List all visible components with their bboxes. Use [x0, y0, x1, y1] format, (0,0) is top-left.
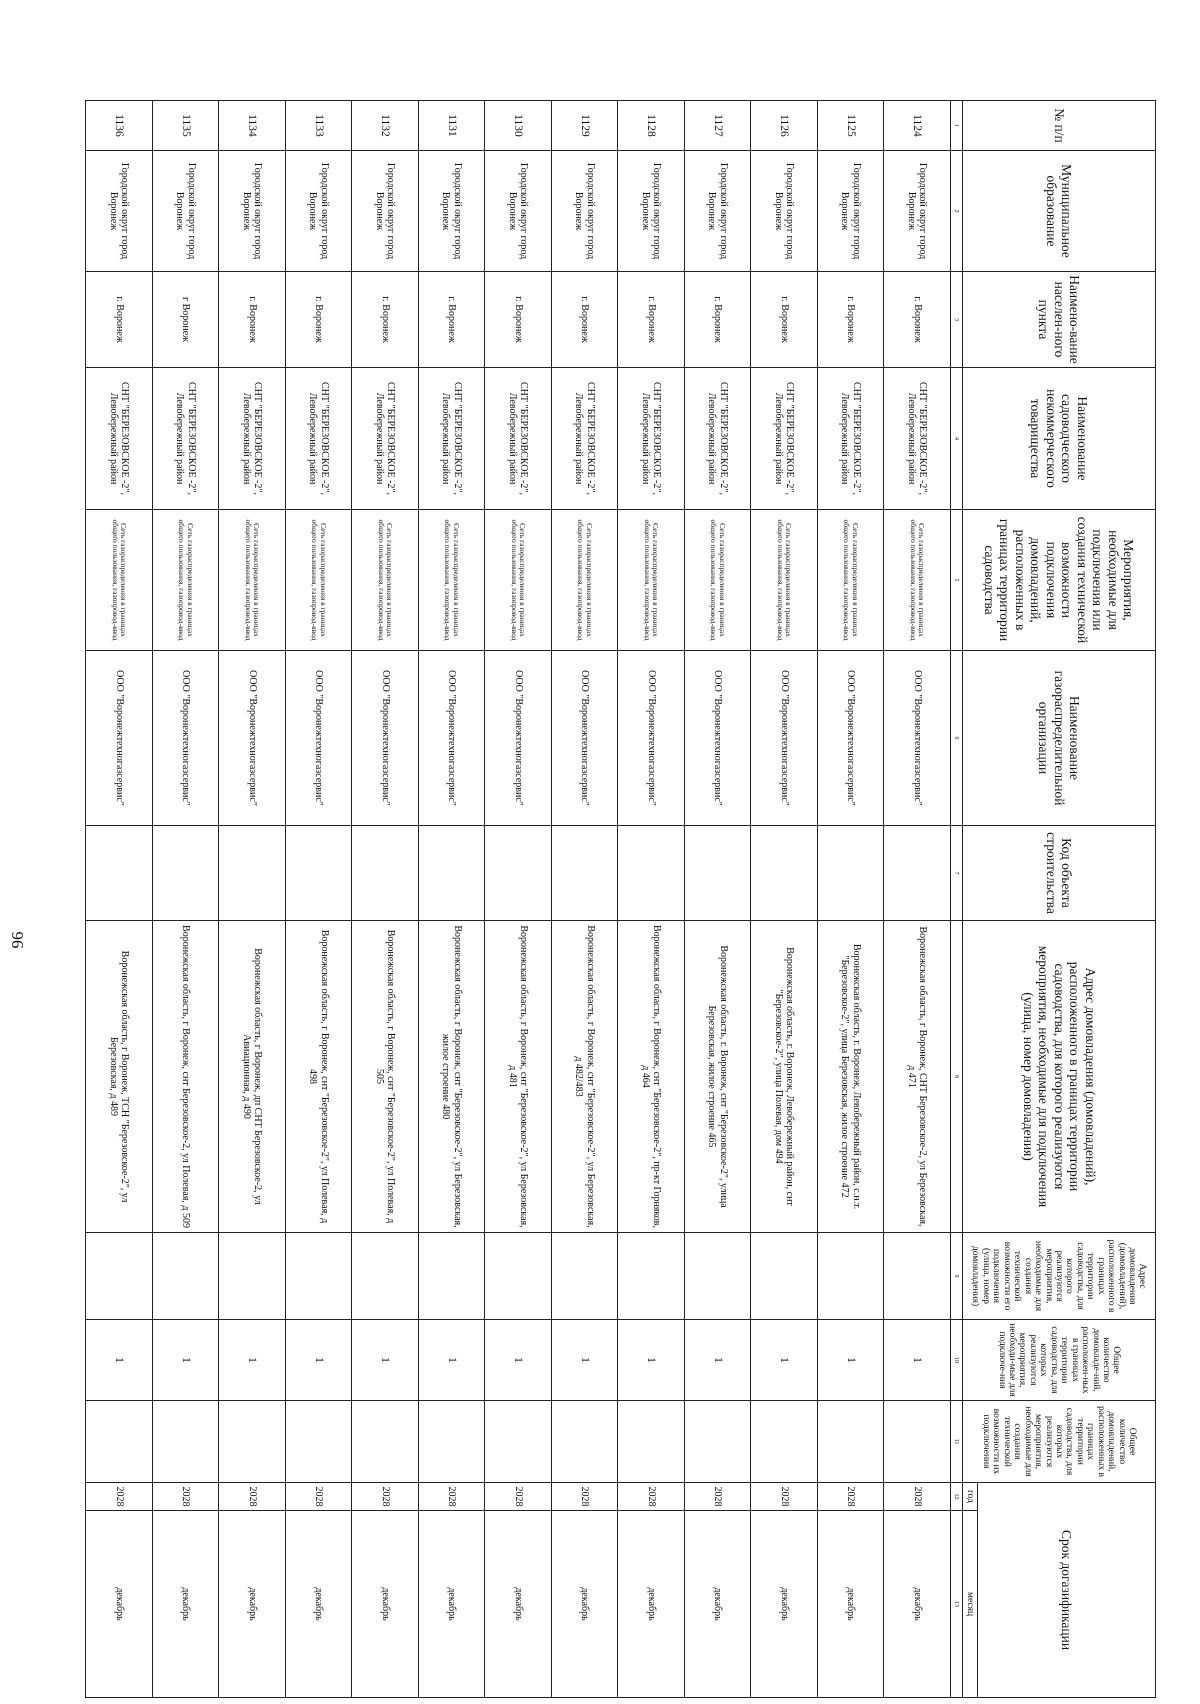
page-number: 96: [8, 931, 27, 949]
header-object-code: Код объекта строительства: [962, 826, 1155, 921]
cell-object-code: [86, 826, 153, 921]
header-address-connection: Адрес домовладения (домовладений), расположенного в границах территории садоводства, для которого реализуются мероприятия, необходимые для подключения (улица, номер домовладения): [962, 921, 1155, 1233]
cell-count-capability: [618, 1401, 685, 1483]
cell-row-number: 1133: [285, 101, 352, 151]
cell-month: декабрь: [86, 1511, 153, 1698]
cell-municipality: Городской округ город Воронеж: [485, 151, 552, 272]
cell-address: Воронежская область, г Воронеж, снт "Березовское-2", ул Березовская, жилое строение 480: [418, 921, 485, 1233]
cell-address: Воронежская область, г Воронеж, снт "Березовское-2", ул Березовская, д 481: [485, 921, 552, 1233]
cell-municipality: Городской округ город Воронеж: [884, 151, 951, 272]
cell-count-capability: [219, 1401, 286, 1483]
cell-year: 2028: [219, 1483, 286, 1511]
cell-count-connection: 1: [884, 1320, 951, 1401]
cell-count-connection: 1: [86, 1320, 153, 1401]
table-row: [219, 101, 286, 1698]
cell-locality: г. Воронеж: [684, 272, 751, 368]
cell-count-capability: [86, 1401, 153, 1483]
cell-address: Воронежская область, г Воронеж, снт "Березовское-2", ул Березовская, д 482/483: [551, 921, 618, 1233]
cell-row-number: 1125: [817, 101, 884, 151]
header-month: месяц: [962, 1511, 977, 1698]
cell-year: 2028: [884, 1483, 951, 1511]
cell-year: 2028: [418, 1483, 485, 1511]
column-number: 1: [950, 101, 962, 151]
table-row: [485, 101, 552, 1698]
cell-object-code: [684, 826, 751, 921]
cell-address-capability: [152, 1233, 219, 1320]
cell-count-capability: [817, 1401, 884, 1483]
table-row: [418, 101, 485, 1698]
cell-address: Воронежская область, г Воронеж, снт Березовское-2, ул Полевая, д 509: [152, 921, 219, 1233]
cell-address-capability: [219, 1233, 286, 1320]
cell-locality: г. Воронеж: [86, 272, 153, 368]
cell-municipality: Городской округ город Воронеж: [751, 151, 818, 272]
header-count-connection: Общее количество домовладе-ний, расположен-ных в границах территории садоводства, для которых реализуются мероприятия, необходи-мые для подключе-ния: [962, 1320, 1155, 1401]
cell-snt-name: СНТ "БЕРЕЗОВСКОЕ -2", Левобережный район: [418, 368, 485, 510]
cell-year: 2028: [551, 1483, 618, 1511]
header-gas-org: Наименование газораспределительной организации: [962, 651, 1155, 826]
cell-month: декабрь: [884, 1511, 951, 1698]
cell-address: Воронежская область, г. Воронеж, Левобережный район, снт "Березовское-2", улица Полевая, дом 494: [751, 921, 818, 1233]
header-year: год: [962, 1483, 977, 1511]
cell-row-number: 1126: [751, 101, 818, 151]
cell-row-number: 1136: [86, 101, 153, 151]
cell-measure: Сеть газораспределения в границах общего пользования, газопровод-ввод: [817, 510, 884, 651]
cell-gas-org: ООО "Воронежтехногазсервис": [884, 651, 951, 826]
cell-year: 2028: [285, 1483, 352, 1511]
cell-address-capability: [751, 1233, 818, 1320]
header-index: № п/п: [962, 101, 1155, 151]
cell-count-connection: 1: [618, 1320, 685, 1401]
cell-object-code: [884, 826, 951, 921]
cell-locality: г. Воронеж: [285, 272, 352, 368]
cell-month: декабрь: [485, 1511, 552, 1698]
cell-count-capability: [352, 1401, 419, 1483]
cell-municipality: Городской округ город Воронеж: [352, 151, 419, 272]
cell-locality: г. Воронеж: [551, 272, 618, 368]
cell-municipality: Городской округ город Воронеж: [551, 151, 618, 272]
cell-measure: Сеть газораспределения в границах общего пользования, газопровод-ввод: [152, 510, 219, 651]
cell-year: 2028: [618, 1483, 685, 1511]
cell-year: 2028: [86, 1483, 153, 1511]
cell-locality: г. Воронеж: [618, 272, 685, 368]
column-number: 12: [950, 1483, 962, 1511]
cell-municipality: Городской округ город Воронеж: [285, 151, 352, 272]
cell-address: Воронежская область, г Воронеж, снт "Березовское-2", ул Полевая, д 498: [285, 921, 352, 1233]
cell-row-number: 1130: [485, 101, 552, 151]
cell-gas-org: ООО "Воронежтехногазсервис": [551, 651, 618, 826]
cell-count-capability: [684, 1401, 751, 1483]
table-row: [86, 101, 153, 1698]
column-number: 4: [950, 368, 962, 510]
cell-measure: Сеть газораспределения в границах общего пользования, газопровод-ввод: [285, 510, 352, 651]
table-row: [551, 101, 618, 1698]
cell-count-connection: 1: [751, 1320, 818, 1401]
cell-month: декабрь: [551, 1511, 618, 1698]
column-number: 8: [950, 921, 962, 1233]
column-number: 13: [950, 1511, 962, 1698]
cell-snt-name: СНТ "БЕРЕЗОВСКОЕ -2", Левобережный район: [884, 368, 951, 510]
cell-snt-name: СНТ "БЕРЕЗОВСКОЕ -2", Левобережный район: [618, 368, 685, 510]
cell-locality: г. Воронеж: [817, 272, 884, 368]
cell-year: 2028: [352, 1483, 419, 1511]
cell-locality: г. Воронеж: [219, 272, 286, 368]
cell-municipality: Городской округ город Воронеж: [618, 151, 685, 272]
cell-municipality: Городской округ город Воронеж: [817, 151, 884, 272]
cell-measure: Сеть газораспределения в границах общего пользования, газопровод-ввод: [551, 510, 618, 651]
cell-count-connection: 1: [285, 1320, 352, 1401]
cell-count-connection: 1: [817, 1320, 884, 1401]
cell-month: декабрь: [751, 1511, 818, 1698]
cell-municipality: Городской округ город Воронеж: [684, 151, 751, 272]
cell-count-connection: 1: [152, 1320, 219, 1401]
cell-gas-org: ООО "Воронежтехногазсервис": [418, 651, 485, 826]
cell-address-capability: [86, 1233, 153, 1320]
cell-address-capability: [418, 1233, 485, 1320]
cell-month: декабрь: [352, 1511, 419, 1698]
cell-row-number: 1124: [884, 101, 951, 151]
cell-address-capability: [618, 1233, 685, 1320]
cell-row-number: 1132: [352, 101, 419, 151]
cell-count-capability: [285, 1401, 352, 1483]
table-row: [618, 101, 685, 1698]
cell-address-capability: [285, 1233, 352, 1320]
cell-gas-org: ООО "Воронежтехногазсервис": [152, 651, 219, 826]
cell-locality: г. Воронеж: [485, 272, 552, 368]
cell-measure: Сеть газораспределения в границах общего пользования, газопровод-ввод: [485, 510, 552, 651]
cell-object-code: [352, 826, 419, 921]
cell-month: декабрь: [817, 1511, 884, 1698]
table-row: [817, 101, 884, 1698]
cell-count-capability: [751, 1401, 818, 1483]
cell-object-code: [418, 826, 485, 921]
cell-object-code: [152, 826, 219, 921]
cell-count-capability: [418, 1401, 485, 1483]
cell-gas-org: ООО "Воронежтехногазсервис": [285, 651, 352, 826]
cell-snt-name: СНТ "БЕРЕЗОВСКОЕ -2", Левобережный район: [86, 368, 153, 510]
cell-measure: Сеть газораспределения в границах общего пользования, газопровод-ввод: [884, 510, 951, 651]
cell-gas-org: ООО "Воронежтехногазсервис": [352, 651, 419, 826]
cell-row-number: 1128: [618, 101, 685, 151]
cell-count-connection: 1: [418, 1320, 485, 1401]
cell-gas-org: ООО "Воронежтехногазсервис": [751, 651, 818, 826]
cell-count-connection: 1: [219, 1320, 286, 1401]
cell-address-capability: [684, 1233, 751, 1320]
cell-row-number: 1135: [152, 101, 219, 151]
cell-gas-org: ООО "Воронежтехногазсервис": [817, 651, 884, 826]
cell-row-number: 1129: [551, 101, 618, 151]
cell-object-code: [817, 826, 884, 921]
cell-row-number: 1131: [418, 101, 485, 151]
cell-locality: г Воронеж: [152, 272, 219, 368]
cell-address: Воронежская область, г. Воронеж, снт "Березовское-2", улица Березовская, жилое строение 465: [684, 921, 751, 1233]
column-number: 9: [950, 1233, 962, 1320]
cell-address-capability: [352, 1233, 419, 1320]
column-number: 10: [950, 1320, 962, 1401]
table-row: [684, 101, 751, 1698]
table-row: [751, 101, 818, 1698]
cell-address-capability: [884, 1233, 951, 1320]
cell-address: Воронежская область, г Воронеж, ТСН "Березовское-2", ул Березовская, д 489: [86, 921, 153, 1233]
cell-snt-name: СНТ "БЕРЕЗОВСКОЕ -2", Левобережный район: [485, 368, 552, 510]
cell-gas-org: ООО "Воронежтехногазсервис": [219, 651, 286, 826]
header-snt: Наименование садоводческого некоммерческого товарищества: [962, 368, 1155, 510]
cell-snt-name: СНТ "БЕРЕЗОВСКОЕ -2", Левобережный район: [551, 368, 618, 510]
cell-month: декабрь: [418, 1511, 485, 1698]
cell-address-capability: [817, 1233, 884, 1320]
cell-measure: Сеть газораспределения в границах общего пользования, газопровод-ввод: [618, 510, 685, 651]
cell-count-connection: 1: [551, 1320, 618, 1401]
header-row: [978, 101, 1156, 1698]
cell-address: Воронежская область, г Воронеж, дп СНТ Березовское-2, ул Авиационная, д 490: [219, 921, 286, 1233]
cell-row-number: 1127: [684, 101, 751, 151]
cell-gas-org: ООО "Воронежтехногазсервис": [485, 651, 552, 826]
cell-month: декабрь: [684, 1511, 751, 1698]
cell-gas-org: ООО "Воронежтехногазсервис": [684, 651, 751, 826]
table-row: [352, 101, 419, 1698]
header-address-capability: Адрес домовладения (домовладений), расположенного в границах территории садоводства, для которого реализуются мероприятия, необходимые для создания технической возможности его подключения (улица, номер домовладения): [962, 1233, 1155, 1320]
cell-address: Воронежская область, г Воронеж, снт "Березовское-2", ул Полевая, д 505: [352, 921, 419, 1233]
header-municipality: Муниципальное образование: [962, 151, 1155, 272]
column-number: 6: [950, 651, 962, 826]
cell-address-capability: [551, 1233, 618, 1320]
cell-measure: Сеть газораспределения в границах общего пользования, газопровод-ввод: [418, 510, 485, 651]
cell-count-capability: [485, 1401, 552, 1483]
cell-municipality: Городской округ город Воронеж: [152, 151, 219, 272]
cell-year: 2028: [751, 1483, 818, 1511]
cell-snt-name: СНТ "БЕРЕЗОВСКОЕ -2", Левобережный район: [219, 368, 286, 510]
cell-address: Воронежская область, г. Воронеж, Левобережный район, с.н.т. "Березовское-2", улица Березовская, жилое строение 472: [817, 921, 884, 1233]
header-measures: Мероприятия, необходимые для подключения или создания технической возможности подключения домовладений, расположенных в границах территории садоводства: [962, 510, 1155, 651]
cell-month: декабрь: [618, 1511, 685, 1698]
cell-count-capability: [884, 1401, 951, 1483]
cell-count-capability: [551, 1401, 618, 1483]
cell-gas-org: ООО "Воронежтехногазсервис": [86, 651, 153, 826]
cell-measure: Сеть газораспределения в границах общего пользования, газопровод-ввод: [219, 510, 286, 651]
cell-municipality: Городской округ город Воронеж: [219, 151, 286, 272]
cell-gas-org: ООО "Воронежтехногазсервис": [618, 651, 685, 826]
table-row: [152, 101, 219, 1698]
table-body: [86, 101, 963, 1698]
cell-year: 2028: [152, 1483, 219, 1511]
header-count-capability: Общее количество домовладений, расположенных в границах территории садоводства, для которых реализуются мероприятия, необходимые для создания технической возможности их подключения: [962, 1401, 1155, 1483]
cell-locality: г. Воронеж: [884, 272, 951, 368]
cell-object-code: [618, 826, 685, 921]
rotated-table-wrapper: [85, 100, 1156, 1697]
table-row: [884, 101, 951, 1698]
cell-count-connection: 1: [485, 1320, 552, 1401]
cell-row-number: 1134: [219, 101, 286, 151]
cell-measure: Сеть газораспределения в границах общего пользования, газопровод-ввод: [684, 510, 751, 651]
cell-year: 2028: [817, 1483, 884, 1511]
column-number: 7: [950, 826, 962, 921]
cell-count-capability: [152, 1401, 219, 1483]
cell-municipality: Городской округ город Воронеж: [86, 151, 153, 272]
header-deadline-group: Срок догазификации: [978, 1483, 1156, 1698]
cell-measure: Сеть газораспределения в границах общего пользования, газопровод-ввод: [751, 510, 818, 651]
cell-object-code: [285, 826, 352, 921]
cell-snt-name: СНТ "БЕРЕЗОВСКОЕ -2", Левобережный район: [285, 368, 352, 510]
cell-snt-name: СНТ "БЕРЕЗОВСКОЕ -2", Левобережный район: [684, 368, 751, 510]
column-number-row: [950, 101, 962, 1698]
cell-snt-name: СНТ "БЕРЕЗОВСКОЕ -2", Левобережный район: [152, 368, 219, 510]
cell-locality: г. Воронеж: [418, 272, 485, 368]
column-number: 5: [950, 510, 962, 651]
cell-snt-name: СНТ "БЕРЕЗОВСКОЕ -2", Левобережный район: [751, 368, 818, 510]
column-number: 11: [950, 1401, 962, 1483]
cell-measure: Сеть газораспределения в границах общего пользования, газопровод-ввод: [352, 510, 419, 651]
table-row: [285, 101, 352, 1698]
gasification-table: [85, 100, 1156, 1698]
column-number: 2: [950, 151, 962, 272]
cell-object-code: [551, 826, 618, 921]
cell-year: 2028: [485, 1483, 552, 1511]
column-number: 3: [950, 272, 962, 368]
cell-object-code: [485, 826, 552, 921]
cell-month: декабрь: [152, 1511, 219, 1698]
cell-month: декабрь: [285, 1511, 352, 1698]
cell-month: декабрь: [219, 1511, 286, 1698]
cell-locality: г. Воронеж: [751, 272, 818, 368]
cell-object-code: [751, 826, 818, 921]
cell-count-connection: 1: [352, 1320, 419, 1401]
cell-snt-name: СНТ "БЕРЕЗОВСКОЕ -2", Левобережный район: [352, 368, 419, 510]
cell-object-code: [219, 826, 286, 921]
cell-address-capability: [485, 1233, 552, 1320]
header-locality: Наимено-вание населен-ного пункта: [962, 272, 1155, 368]
cell-snt-name: СНТ "БЕРЕЗОВСКОЕ -2", Левобережный район: [817, 368, 884, 510]
cell-year: 2028: [684, 1483, 751, 1511]
cell-count-connection: 1: [684, 1320, 751, 1401]
cell-address: Воронежская область, г Воронеж, СНТ Березовское-2, ул Березовская, д 471: [884, 921, 951, 1233]
cell-address: Воронежская область, г Воронеж, снт "Березовское-2", пр-кт Горняков, д 464: [618, 921, 685, 1233]
cell-municipality: Городской округ город Воронеж: [418, 151, 485, 272]
cell-locality: г. Воронеж: [352, 272, 419, 368]
cell-measure: Сеть газораспределения в границах общего пользования, газопровод-ввод: [86, 510, 153, 651]
